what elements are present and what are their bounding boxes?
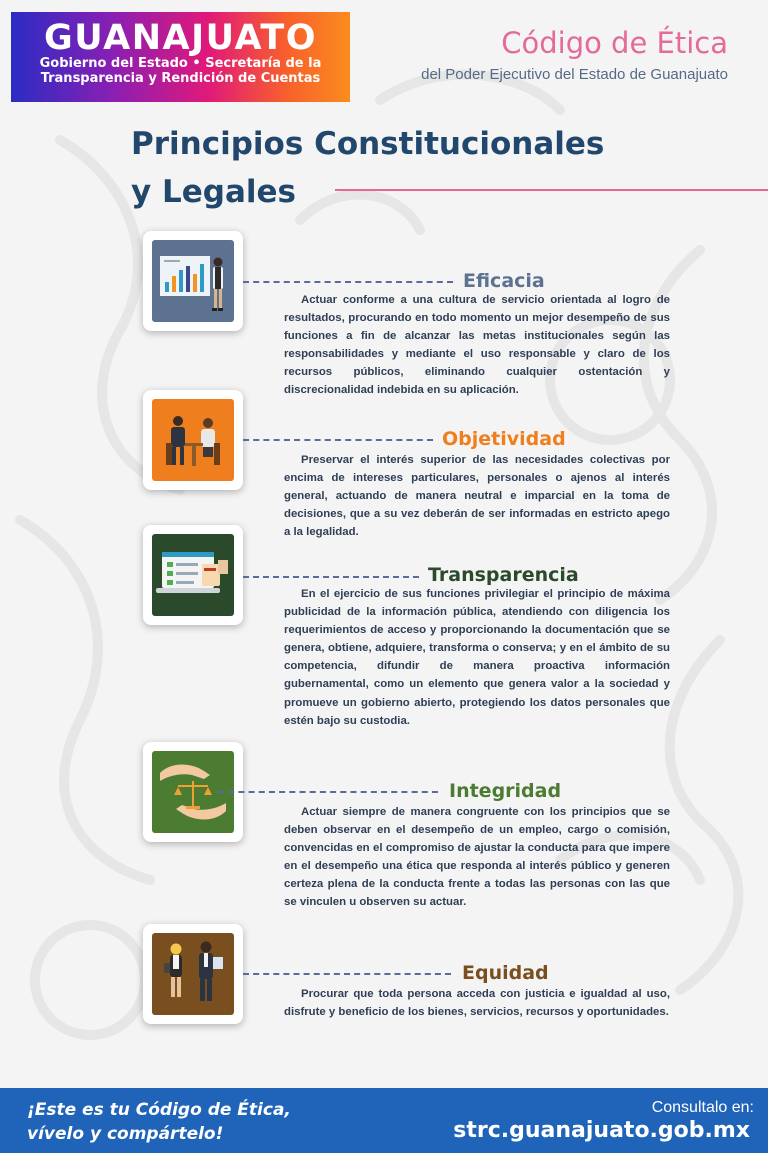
footer-slogan-line-1: ¡Este es tu Código de Ética, [27,1100,291,1120]
transparencia-card [143,525,243,625]
transparencia-title: Transparencia [428,564,579,586]
integridad-text: Actuar siempre de manera congruente con los principios que se deben observar en el desempeño de un empleo, cargo o comisión, convencidas en el compromiso de ajustar la conducta para que impere en el desempeño una ética que responda al interés público y generen certeza plena de la conducta frente a todas las personas con las que se vinculen u observen su actuar. [284,806,670,909]
header-title: Código de Ética [501,26,728,60]
meeting-people-icon [152,399,234,481]
equidad-card [143,924,243,1024]
eficacia-title: Eficacia [463,270,545,292]
logo-line-1: Gobierno del Estado • Secretaría de la [39,56,322,71]
title-divider [335,189,768,191]
logo-line-2: Transparencia y Rendición de Cuentas [40,71,321,86]
header-subtitle: del Poder Ejecutivo del Estado de Guanajuato [421,66,728,83]
page-title [131,120,604,216]
presentation-chart-icon [152,240,234,322]
page-title-line-1: Principios Constitucionales [131,126,605,162]
integridad-connector [218,791,438,793]
laptop-checklist-icon [152,534,234,616]
page-title-line-2: y Legales [131,174,296,210]
logo-name: GUANAJUATO [44,18,317,58]
transparencia-text: En el ejercicio de sus funciones privilegiar el principio de máxima publicidad de la información pública, atendiendo con diligencia los requerimientos de acceso y proporcionando la documentación que se genera, obtiene, adquiere, transforma o conserva; y en el ámbito de su competencia, difundir de manera proactiva información gubernamental, como un elemento que genera valor a la sociedad y promueve un gobierno abierto, protegiendo los datos personales que estén bajo su custodia. [284,588,670,727]
equidad-connector [243,973,451,975]
integridad-title: Integridad [449,780,562,802]
footer-url-link[interactable]: strc.guanajuato.gob.mx [453,1118,750,1143]
objetividad-card [143,390,243,490]
equidad-title: Equidad [462,962,549,984]
objetividad-connector [243,439,433,441]
guanajuato-logo [11,12,350,102]
footer-banner [0,1088,768,1153]
transparencia-connector [243,576,419,578]
footer-slogan-line-2: vívelo y compártelo! [27,1124,224,1144]
businesspeople-icon [152,933,234,1015]
footer-consult-label: Consultalo en: [651,1099,754,1116]
eficacia-connector [243,281,453,283]
eficacia-text: Actuar conforme a una cultura de servicio orientada al logro de resultados, procurando en todo momento un mejor desempeño de sus funciones a fin de alcanzar las metas institucionales según las responsabilidades y mediante el uso responsable y claro de los recursos públicos, eliminando cualquier ostentación y discrecionalidad indebida en su aplicación. [284,294,670,397]
objetividad-text: Preservar el interés superior de las necesidades colectivas por encima de intereses particulares, personales o ajenos al interés general, actuando de manera neutral e imparcial en la toma de decisiones, que a su vez deberán de ser informadas en estricto apego a la legalidad. [284,454,670,539]
eficacia-card [143,231,243,331]
footer-slogan [27,1098,291,1146]
equidad-text: Procurar que toda persona acceda con justicia e igualdad al uso, disfrute y beneficio de los bienes, servicios, recursos y oportunidades. [284,988,670,1019]
objetividad-title: Objetividad [442,428,566,450]
